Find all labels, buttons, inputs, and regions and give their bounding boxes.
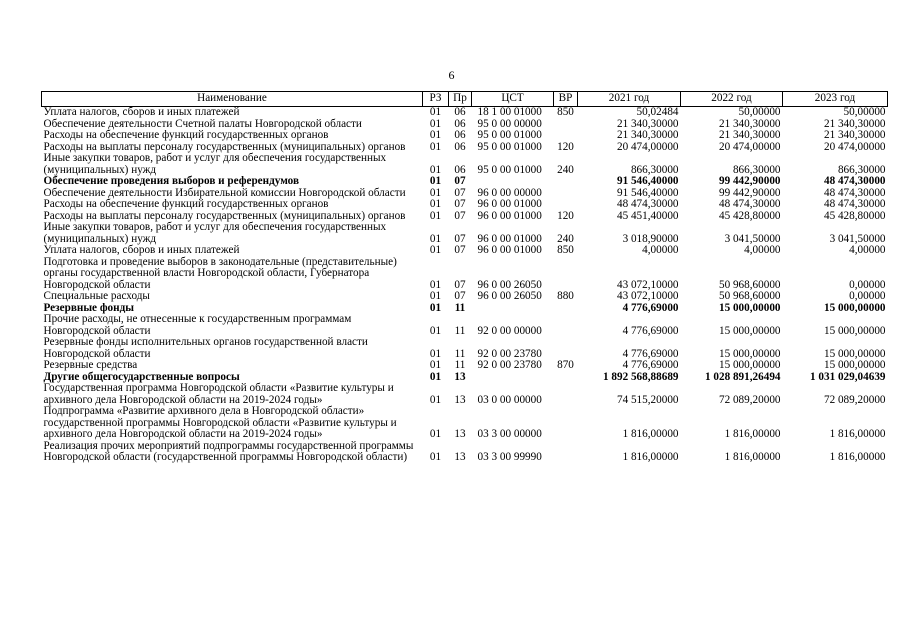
row-rz: 01 — [429, 186, 442, 199]
row-vr: 880 — [557, 290, 574, 302]
row-rz: 01 — [429, 175, 442, 187]
table-row — [42, 130, 888, 142]
table-row — [42, 291, 888, 303]
table-row — [42, 257, 888, 292]
table-row — [42, 314, 888, 337]
row-pr: 11 — [454, 359, 466, 371]
row-2022: 50,00000 — [738, 106, 781, 118]
row-2022: 15 000,00000 — [718, 324, 781, 337]
row-name: Уплата налогов, сборов и иных платежей — [43, 106, 240, 118]
row-name: Расходы на выплаты персоналу государственных (муниципальных) органов — [43, 209, 406, 222]
row-pr: 07 — [454, 175, 466, 187]
row-cst: 03 3 00 99990 — [477, 451, 542, 463]
row-vr — [554, 188, 578, 200]
row-2023: 48 474,30000 — [823, 175, 886, 187]
row-2023: 50,00000 — [843, 106, 886, 118]
row-cst: 96 0 00 01000 — [477, 209, 542, 222]
row-name: Иные закупки товаров, работ и услуг для обеспечения государственных (муниципальных) нужд — [43, 221, 387, 245]
row-rz: 01 — [429, 347, 442, 360]
table-row — [42, 153, 888, 176]
row-pr: 13 — [454, 393, 466, 406]
row-2021: 1 892 568,88689 — [602, 370, 679, 383]
table-header-row — [42, 92, 888, 107]
row-name: Обеспечение деятельности Избирательной комиссии Новгородской области — [43, 186, 406, 199]
row-rz: 01 — [429, 232, 442, 245]
row-2022: 866,30000 — [732, 163, 781, 176]
row-2022: 45 428,80000 — [718, 209, 781, 222]
row-2021: 45 451,40000 — [616, 209, 679, 222]
header-2022: 2022 год — [681, 92, 783, 107]
row-2023: 72 089,20000 — [823, 393, 886, 406]
row-name: Иные закупки товаров, работ и услуг для обеспечения государственных (муниципальных) нужд — [43, 152, 387, 176]
row-name: Расходы на обеспечение функций государственных органов — [43, 198, 329, 210]
budget-table — [41, 91, 888, 464]
row-2022: 15 000,00000 — [718, 347, 781, 360]
header-2023: 2023 год — [783, 92, 888, 107]
row-rz: 01 — [429, 140, 442, 153]
row-cst: 95 0 00 01000 — [477, 129, 542, 141]
row-pr: 07 — [454, 209, 466, 222]
row-vr: 850 — [557, 106, 574, 118]
row-pr: 07 — [454, 198, 466, 210]
table-row — [42, 441, 888, 464]
row-rz: 01 — [429, 359, 442, 371]
row-2022: 15 000,00000 — [718, 359, 781, 371]
row-name: Реализация прочих мероприятий подпрограммы государственной программы Новгородской области (государственной программы Новгородской области) — [43, 439, 414, 463]
row-2021: 4 776,69000 — [622, 301, 679, 314]
row-name: Резервные фонды — [43, 301, 134, 314]
row-rz: 01 — [429, 129, 442, 141]
row-2021: 48 474,30000 — [616, 198, 679, 210]
row-name: Специальные расходы — [43, 290, 150, 302]
table-row — [42, 337, 888, 360]
row-2023: 21 340,30000 — [823, 117, 886, 130]
row-2023: 20 474,00000 — [823, 140, 886, 153]
row-name: Другие общегосударственные вопросы — [43, 370, 240, 383]
row-cst: 95 0 00 00000 — [477, 117, 542, 130]
row-pr: 07 — [454, 244, 466, 256]
row-cst: 03 3 00 00000 — [477, 428, 542, 440]
table-row — [42, 199, 888, 211]
row-cst: 95 0 00 01000 — [477, 163, 542, 176]
table-row — [42, 383, 888, 406]
row-2022: 1 816,00000 — [724, 428, 781, 440]
row-cst — [472, 372, 554, 384]
row-vr: 240 — [557, 232, 574, 245]
row-2021: 21 340,30000 — [616, 129, 679, 141]
row-rz: 01 — [429, 393, 442, 406]
row-2021: 1 816,00000 — [622, 451, 679, 463]
row-2023: 1 816,00000 — [829, 451, 886, 463]
row-name: Резервные средства — [43, 359, 138, 371]
row-name: Резервные фонды исполнительных органов государственной власти Новгородской области — [43, 336, 368, 360]
row-vr — [554, 406, 578, 441]
row-2022: 99 442,90000 — [718, 186, 781, 199]
table-row — [42, 245, 888, 257]
header-cst: ЦСТ — [472, 92, 554, 107]
row-2021: 4,00000 — [642, 244, 679, 256]
table-row — [42, 107, 888, 119]
row-2023: 48 474,30000 — [823, 198, 886, 210]
row-rz: 01 — [429, 244, 442, 256]
row-vr — [554, 441, 578, 464]
row-2022: 20 474,00000 — [718, 140, 781, 153]
table-body — [42, 107, 888, 464]
row-name: Обеспечение проведения выборов и референдумов — [43, 175, 300, 187]
row-rz: 01 — [429, 370, 442, 383]
row-name: Расходы на выплаты персоналу государственных (муниципальных) органов — [43, 140, 406, 153]
row-pr: 11 — [454, 324, 466, 337]
table-row — [42, 406, 888, 441]
row-rz: 01 — [429, 301, 442, 314]
row-2022: 50 968,60000 — [718, 278, 781, 291]
row-vr — [554, 303, 578, 315]
row-cst: 96 0 00 26050 — [477, 278, 542, 291]
row-pr: 07 — [454, 290, 466, 302]
row-2021: 43 072,10000 — [616, 290, 679, 302]
row-cst: 92 0 00 23780 — [477, 347, 542, 360]
row-cst: 03 0 00 00000 — [477, 393, 542, 406]
table-row — [42, 360, 888, 372]
row-2021: 43 072,10000 — [616, 278, 679, 291]
header-pr: Пр — [449, 92, 472, 107]
row-2023: 15 000,00000 — [823, 324, 886, 337]
row-2022: 72 089,20000 — [718, 393, 781, 406]
row-rz: 01 — [429, 324, 442, 337]
row-vr: 240 — [557, 163, 574, 176]
row-vr — [554, 337, 578, 360]
row-rz: 01 — [429, 290, 442, 302]
row-2022: 50 968,60000 — [718, 290, 781, 302]
row-vr — [554, 176, 578, 188]
row-2023: 4,00000 — [849, 244, 886, 256]
row-2023: 3 041,50000 — [829, 232, 886, 245]
row-2023: 45 428,80000 — [823, 209, 886, 222]
row-vr — [554, 383, 578, 406]
row-vr: 870 — [557, 359, 574, 371]
row-pr: 06 — [454, 129, 466, 141]
row-pr: 11 — [454, 301, 466, 314]
row-2022: 1 816,00000 — [724, 451, 781, 463]
header-2021: 2021 год — [578, 92, 681, 107]
row-2023: 21 340,30000 — [823, 129, 886, 141]
row-2021: 74 515,20000 — [616, 393, 679, 406]
row-2023: 1 816,00000 — [829, 428, 886, 440]
row-cst — [472, 303, 554, 315]
row-pr: 06 — [454, 106, 466, 118]
row-pr: 11 — [454, 347, 466, 360]
row-2021: 21 340,30000 — [616, 117, 679, 130]
row-2023: 15 000,00000 — [823, 347, 886, 360]
row-2021: 866,30000 — [630, 163, 679, 176]
row-2021: 4 776,69000 — [622, 359, 679, 371]
row-cst: 92 0 00 23780 — [477, 359, 542, 371]
row-pr: 13 — [454, 451, 466, 463]
row-name: Подпрограмма «Развитие архивного дела в Новгородской области» государственной программы Новгородской области «Развитие культуры и архивного дела Новгородской области на 2019-2024 годы» — [43, 405, 397, 440]
row-rz: 01 — [429, 163, 442, 176]
row-2022: 48 474,30000 — [718, 198, 781, 210]
row-2023: 0,00000 — [849, 290, 886, 302]
row-2023: 48 474,30000 — [823, 186, 886, 199]
row-pr: 06 — [454, 140, 466, 153]
row-2022: 4,00000 — [744, 244, 781, 256]
row-pr: 06 — [454, 117, 466, 130]
row-2023: 866,30000 — [837, 163, 886, 176]
row-vr — [554, 119, 578, 131]
row-2022: 21 340,30000 — [718, 129, 781, 141]
row-2021: 4 776,69000 — [622, 324, 679, 337]
row-2022: 1 028 891,26494 — [704, 370, 781, 383]
row-cst: 95 0 00 01000 — [477, 140, 542, 153]
row-2023: 1 031 029,04639 — [809, 370, 886, 383]
row-cst: 96 0 00 01000 — [477, 232, 542, 245]
row-cst: 96 0 00 01000 — [477, 244, 542, 256]
row-name: Подготовка и проведение выборов в законодательные (представительные) органы государственной власти Новгородской области, Губернатора Новгородской области — [43, 255, 397, 291]
row-2021: 20 474,00000 — [616, 140, 679, 153]
row-name: Государственная программа Новгородской области «Развитие культуры и архивного дела Новгородской области на 2019-2024 годы» — [43, 382, 394, 406]
row-2021: 1 816,00000 — [622, 428, 679, 440]
row-name: Прочие расходы, не отнесенные к государственным программам Новгородской области — [43, 313, 352, 337]
row-cst: 18 1 00 01000 — [477, 106, 542, 118]
row-cst: 96 0 00 01000 — [477, 198, 542, 210]
row-2023: 15 000,00000 — [823, 301, 886, 314]
row-vr — [554, 130, 578, 142]
row-pr: 07 — [454, 232, 466, 245]
row-2023: 15 000,00000 — [823, 359, 886, 371]
row-pr: 13 — [454, 370, 466, 383]
row-rz: 01 — [429, 451, 442, 463]
row-rz: 01 — [429, 106, 442, 118]
row-2022: 99 442,90000 — [718, 175, 781, 187]
row-2022: 21 340,30000 — [718, 117, 781, 130]
row-vr: 120 — [557, 140, 574, 153]
table-row — [42, 222, 888, 245]
row-vr: 850 — [557, 244, 574, 256]
row-2021: 3 018,90000 — [622, 232, 679, 245]
header-name: Наименование — [42, 92, 423, 107]
row-rz: 01 — [429, 209, 442, 222]
page-number: 6 — [448, 68, 455, 82]
row-2022: 3 041,50000 — [724, 232, 781, 245]
row-cst: 92 0 00 00000 — [477, 324, 542, 337]
row-2021: 4 776,69000 — [622, 347, 679, 360]
row-vr — [554, 314, 578, 337]
row-rz: 01 — [429, 198, 442, 210]
row-vr — [554, 372, 578, 384]
row-rz: 01 — [429, 278, 442, 291]
row-name: Расходы на обеспечение функций государственных органов — [43, 129, 329, 141]
row-name: Уплата налогов, сборов и иных платежей — [43, 244, 240, 256]
row-vr — [554, 257, 578, 292]
row-2022: 15 000,00000 — [718, 301, 781, 314]
row-cst: 96 0 00 26050 — [477, 290, 542, 302]
row-pr: 06 — [454, 163, 466, 176]
row-2021: 91 546,40000 — [616, 175, 679, 187]
row-pr: 07 — [454, 278, 466, 291]
row-rz: 01 — [429, 428, 442, 440]
row-vr — [554, 199, 578, 211]
table-row — [42, 176, 888, 188]
row-cst: 96 0 00 00000 — [477, 186, 542, 199]
header-vr: ВР — [554, 92, 578, 107]
row-2021: 91 546,40000 — [616, 186, 679, 199]
row-vr: 120 — [557, 209, 574, 222]
row-pr: 13 — [454, 428, 466, 440]
row-2021: 50,02484 — [636, 106, 679, 118]
row-name: Обеспечение деятельности Счетной палаты Новгородской области — [43, 117, 362, 130]
row-cst — [472, 176, 554, 188]
row-pr: 07 — [454, 186, 466, 199]
row-2023: 0,00000 — [849, 278, 886, 291]
header-rz: РЗ — [423, 92, 449, 107]
row-rz: 01 — [429, 117, 442, 130]
